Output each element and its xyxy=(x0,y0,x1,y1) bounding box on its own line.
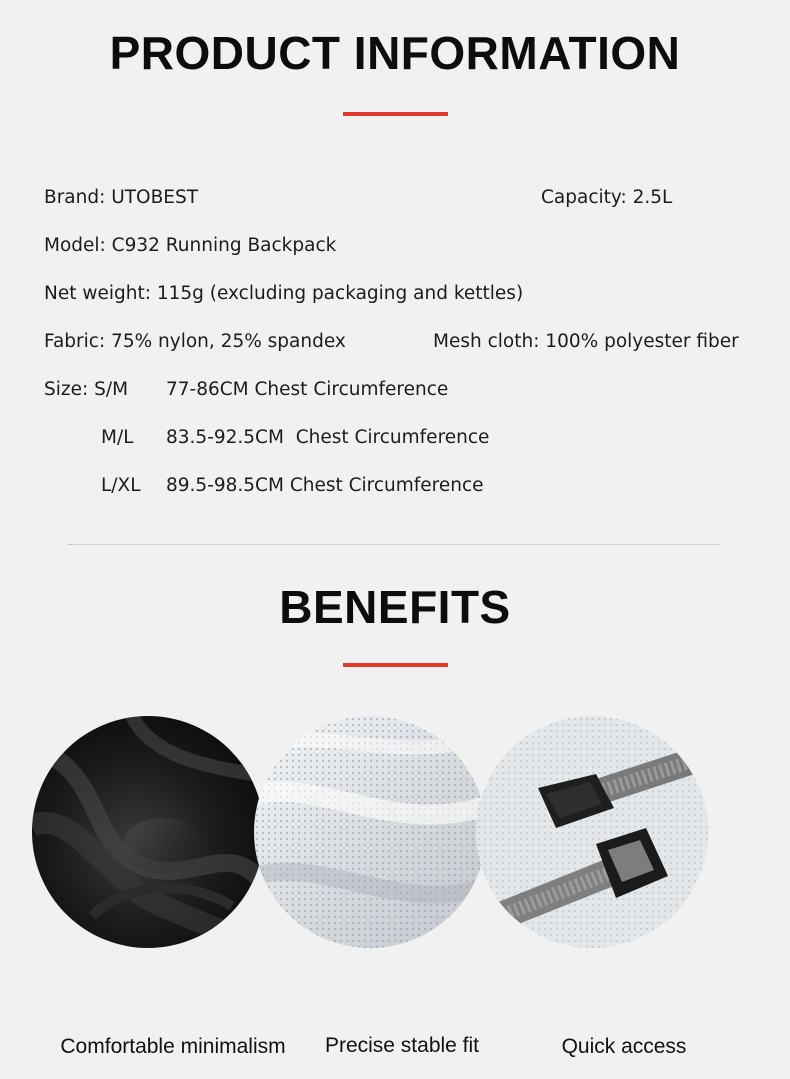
white-mesh-image xyxy=(254,716,486,948)
size-range-lxl: 89.5-98.5CM Chest Circumference xyxy=(166,475,484,496)
black-fabric-image xyxy=(32,716,264,948)
product-information-title: PRODUCT INFORMATION xyxy=(109,27,681,79)
net-weight-text: Net weight: 115g (excluding packaging and kettles) xyxy=(44,283,524,304)
benefits-title: BENEFITS xyxy=(279,581,511,633)
size-range-sm: 77-86CM Chest Circumference xyxy=(166,379,449,400)
capacity-text: Capacity: 2.5L xyxy=(541,187,673,208)
size-label-lxl: L/XL xyxy=(101,475,141,496)
brand-text: Brand: UTOBEST xyxy=(44,187,199,208)
model-text: Model: C932 Running Backpack xyxy=(44,235,337,256)
size-label-sm: Size: S/M xyxy=(44,379,129,400)
size-range-ml: 83.5-92.5CM Chest Circumference xyxy=(166,427,490,448)
benefits-underline xyxy=(343,663,448,667)
title-underline xyxy=(343,112,448,116)
mesh-cloth-text: Mesh cloth: 100% polyester fiber xyxy=(433,331,739,352)
buckle-strap-image xyxy=(476,716,708,948)
fabric-text: Fabric: 75% nylon, 25% spandex xyxy=(44,331,346,352)
section-divider xyxy=(68,544,720,545)
caption-comfortable-minimalism: Comfortable minimalism xyxy=(60,1035,286,1058)
caption-quick-access: Quick access xyxy=(561,1035,687,1058)
size-label-ml: M/L xyxy=(101,427,134,448)
caption-precise-stable-fit: Precise stable fit xyxy=(324,1034,480,1057)
